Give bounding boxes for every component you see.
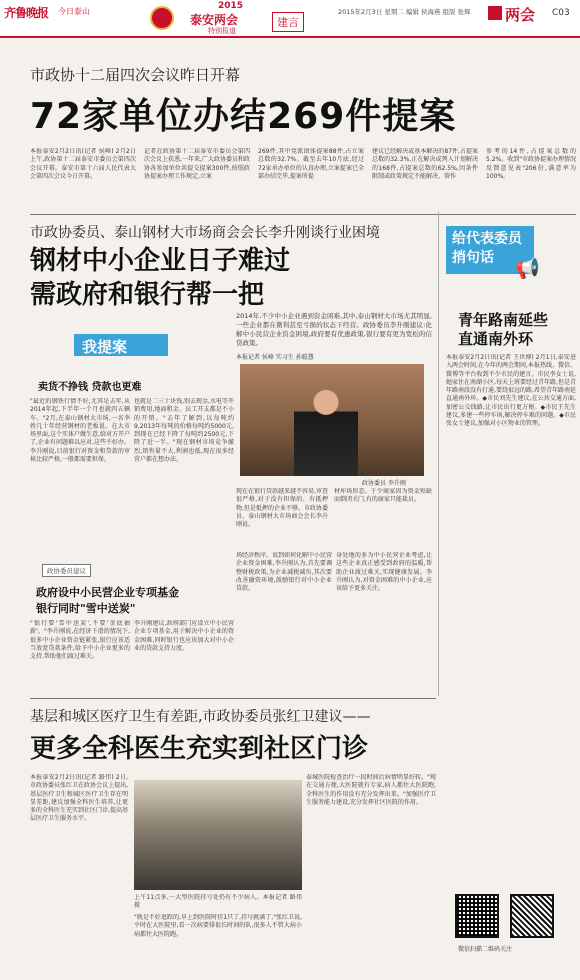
- qr-code-icon: [510, 894, 554, 938]
- story3-col1: 本报泰安2月2日讯(记者 路伟) 2日,市政协委员张红卫在政协会议上提出,基层医疗卫生和城区医疗卫生存在明显差距,建议加强全科医生培养,让更多的全科医生充实到社区门诊,提高基层医疗卫生服务水平。: [30, 774, 128, 823]
- section-label: 两会: [505, 6, 536, 24]
- story2-body5: "银行要'雪中送炭',不要'釜底抽薪'。"李升刚说,在经济下滑的情况下,很多中小企业资金链紧张,银行应该适当放宽贷款条件,给予中小企业更多的支持,帮助他们渡过难关。: [30, 620, 130, 661]
- story2-body2: 也就是二三十块钱,别去现金,水电等开销费用,地面租金、员工开支都是不小的开销。"去年了解到,以每吨约9,2013年每吨的价格每吨约5000元,到现在已经下降了每吨约2500元,下降了近一半。"现在钢材市场竞争激烈,销售量不大,利润也低,现在很多经营户都在想办法。: [134, 398, 234, 464]
- story2-body6: 李升刚建议,政府部门应设立中小民营企业专项基金,用于解决中小企业的资金困难,同时银行也应该加大对中小企业的贷款支持力度。: [134, 620, 234, 652]
- story3-col3: 泰城医院检查治疗一段时间后病情明显好转。"现在交通方便,大医院就有专家,病人都往大医院跑,全科医生的作用没有充分发挥出来。"加强医疗卫生服务能力建设,充分发挥社区医院的作用。: [306, 774, 436, 806]
- column-tag: 建言: [272, 12, 304, 32]
- story3-headline: 更多全科医生充实到社区门诊: [30, 734, 369, 764]
- date-info: 2015年2月3日 星期二 编辑 侯海燕 组版 张辉: [338, 8, 471, 16]
- story2-tag: 我提案: [74, 334, 168, 356]
- qr-caption: 微信扫描二维码关注: [458, 946, 513, 953]
- story1-col3: 269件,其中党派团体提案88件,占立案总数的32.7%。截至去年10月底,经过72家承办单位的认真办理,立案提案已全部办结完毕,提案所提: [258, 148, 364, 180]
- story2-photo-caption: 政协委员 李升刚: [362, 480, 406, 487]
- story3-photo-caption: 上午11点多,一大型医院挂号处仍有不少病人。本报记者 路伟 摄: [134, 894, 302, 910]
- newspaper-logo: 齐鲁晚报: [4, 6, 49, 20]
- story3-col2: "就是不好追踪的,早上到医院时挂1只了,挂号就满了,"张红卫说,平时在大医院里,看一次病要排很长时间的队,很多人不管大病小病都往大医院跑。: [134, 914, 302, 938]
- story1-col1: 本报泰安2月2日讯(记者 侯峰) 2月2日上午,政协第十二届泰安市委员会第四次会议开幕。泰安市第十六届人民代表大会第四次会议今日开幕。: [30, 148, 136, 180]
- story2-subhead2-line2: 银行同时"雪中送炭": [36, 602, 136, 615]
- page-number: C03: [552, 8, 570, 18]
- story2-lead: 2014年,不少中小企业遇到资金困难,其中,泰山钢材大市场尤其明显,一些企业都在微利甚至亏损的状态下经营。政协委员李升刚建议:化解中小民营企业资金困境,政府要有优惠政策,银行要有更为宽松的信贷政策。: [236, 312, 432, 347]
- story2-body3: 现在在银行贷款越来越不容易,审查很严格,对于没有担保的、有抵押物,但是抵押的企业不够。市政协委员、泰山钢材大市场商会会长李升刚说。: [236, 488, 328, 529]
- divider: [438, 212, 439, 696]
- sidebar-body: 本报泰安2月2日讯(记者 王世博) 2月1日,泰安进入两会时间,在今年的两会期间,本报热线、微信、微博等平台收到不少市民的建言。市民李女士说,她家住在南湖小区,每天上班要经过青年路,但是青年路南段没有打通,要绕很远的路,希望青年路南延直通南外环。◆市民刘先生建议,在公共交通方面,加密公交线路,让市民出行更方便。◆市民王先生建议,多建一些停车场,解决停车难的问题。◆市民张女士建议,加强对小区物业的管理。: [446, 354, 576, 428]
- story3-kicker: 基层和城区医疗卫生有差距,市政协委员张红卫建议——: [30, 709, 371, 725]
- story2-subtag: 政协委员建议: [42, 564, 91, 577]
- sidebar-headline: [458, 311, 548, 349]
- story1-col2: 记者在政协第十二届泰安市委员会第四次会议上获悉,一年来,广大政协委员和政协各参加单位共提交提案300件,按照政协提案办理工作规定,立案: [144, 148, 250, 180]
- story1-headline: 72家单位办结269件提案: [30, 96, 457, 137]
- congress-year: 2015: [218, 1, 244, 11]
- qr-code-icon: [455, 894, 499, 938]
- story2-kicker: 市政协委员、泰山钢材大市场商会会长李升刚谈行业困境: [30, 225, 380, 241]
- story2-byline: 本报记者 侯峰 实习生 孙聪慧: [236, 354, 314, 361]
- story1-col4: 建议已经解决或基本解决的87件,占提案总数的32.3%,正在解决或列入计划解决的168件,占提案总数的62.5%,因条件限制或政策规定不能解决、留作: [372, 148, 478, 180]
- sidebar-headline-line2: 直通南外环: [458, 330, 534, 348]
- congress-title: 泰安两会: [190, 13, 239, 27]
- sidebar-headline-line1: 青年路南延些: [458, 311, 549, 329]
- national-emblem-icon: [150, 6, 174, 30]
- section-flag-icon: [488, 6, 502, 20]
- story2-body1: "最近的钢铁行情不好,尤其是去年,从2014年起,下半年一个月也就四五辆车。"2月,在泰山钢材大市场,一名李姓几十年经营钢材的老板说。在大市场里面,这个实体户做生意,给对方开户了,企业有问题难以应对,这些不好办。李升刚说,目前银行对资金和贷款的审核比较严格,一般都需要担保。: [30, 398, 130, 464]
- story1-col5: 参考的14件,占提案总数的5.2%。收到"市政协提案办理情况反馈意见表"206份,满意率为100%。: [486, 148, 576, 180]
- story2-headline-line2: 需政府和银行帮一把: [30, 280, 265, 310]
- megaphone-icon: 📢: [515, 256, 540, 280]
- sidebar-tag-line1: 给代表委员: [452, 231, 522, 247]
- story2-subhead: 卖货不挣钱 贷款也更难: [38, 382, 142, 393]
- story2-body8: 身处地的多为中小民营企业考虑,让这些企业真正感受到政府的温暖,帮助企业渡过难关,实现健康发展。李升刚认为,对资金困难的中小企业,应该给予更多关注。: [336, 552, 432, 593]
- story2-headline-line1: 钢材中小企业日子难过: [30, 246, 291, 276]
- story1-kicker: 市政协十二届四次会议昨日开幕: [30, 66, 241, 84]
- interviewee-photo: [294, 384, 358, 476]
- story2-body4: 材库场形态。于少商家因为资金短缺而倒闭关门,有的商家只能裁员。: [334, 488, 432, 504]
- sidebar-tag-line2: 捎句话: [452, 250, 494, 266]
- divider: [30, 214, 576, 215]
- story2-body7: 场经济秩序。说到如何化解中小民营企业资金困难,李升刚认为,首先要调整财税政策,为企业减税减负,其次要改善融资环境,鼓励银行对中小企业贷款。: [236, 552, 332, 593]
- divider: [30, 698, 436, 699]
- story2-subhead2-line1: 政府设中小民营企业专项基金: [36, 586, 179, 599]
- edition-label: 今日泰山: [58, 7, 90, 16]
- hospital-photo: [134, 780, 302, 890]
- congress-subtitle: 特别报道: [208, 27, 236, 35]
